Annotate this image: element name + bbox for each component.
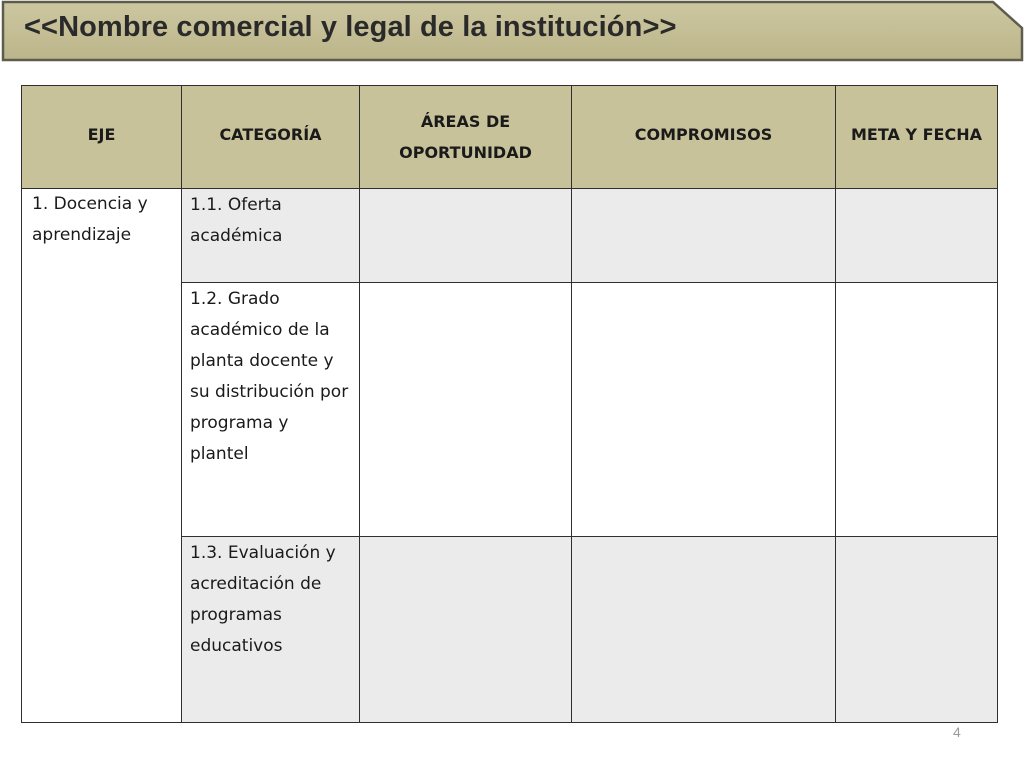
plan-table bbox=[21, 85, 998, 723]
areas-cell bbox=[360, 537, 572, 723]
categoria-cell: 1.3. Evaluación y acreditación de programas educativos bbox=[182, 537, 360, 723]
title-banner bbox=[0, 0, 1024, 64]
page-number: 4 bbox=[953, 724, 961, 740]
categoria-cell: 1.2. Grado académico de la planta docente y su distribución por programa y plantel bbox=[182, 283, 360, 537]
header-eje: EJE bbox=[22, 86, 182, 189]
header-categoria: CATEGORÍA bbox=[182, 86, 360, 189]
meta-cell bbox=[836, 537, 998, 723]
eje-cell: 1. Docencia y aprendizaje bbox=[22, 189, 182, 723]
header-compromisos: COMPROMISOS bbox=[572, 86, 836, 189]
compromisos-cell bbox=[572, 283, 836, 537]
compromisos-cell bbox=[572, 537, 836, 723]
categoria-cell: 1.1. Oferta académica bbox=[182, 189, 360, 283]
header-meta-y-fecha: META Y FECHA bbox=[836, 86, 998, 189]
table-header-row bbox=[22, 86, 998, 189]
table-row bbox=[22, 189, 998, 283]
compromisos-cell bbox=[572, 189, 836, 283]
header-areas-de-oportunidad: ÁREAS DE OPORTUNIDAD bbox=[360, 86, 572, 189]
meta-cell bbox=[836, 189, 998, 283]
meta-cell bbox=[836, 283, 998, 537]
areas-cell bbox=[360, 283, 572, 537]
areas-cell bbox=[360, 189, 572, 283]
slide-title: <<Nombre comercial y legal de la institución>> bbox=[24, 11, 677, 43]
